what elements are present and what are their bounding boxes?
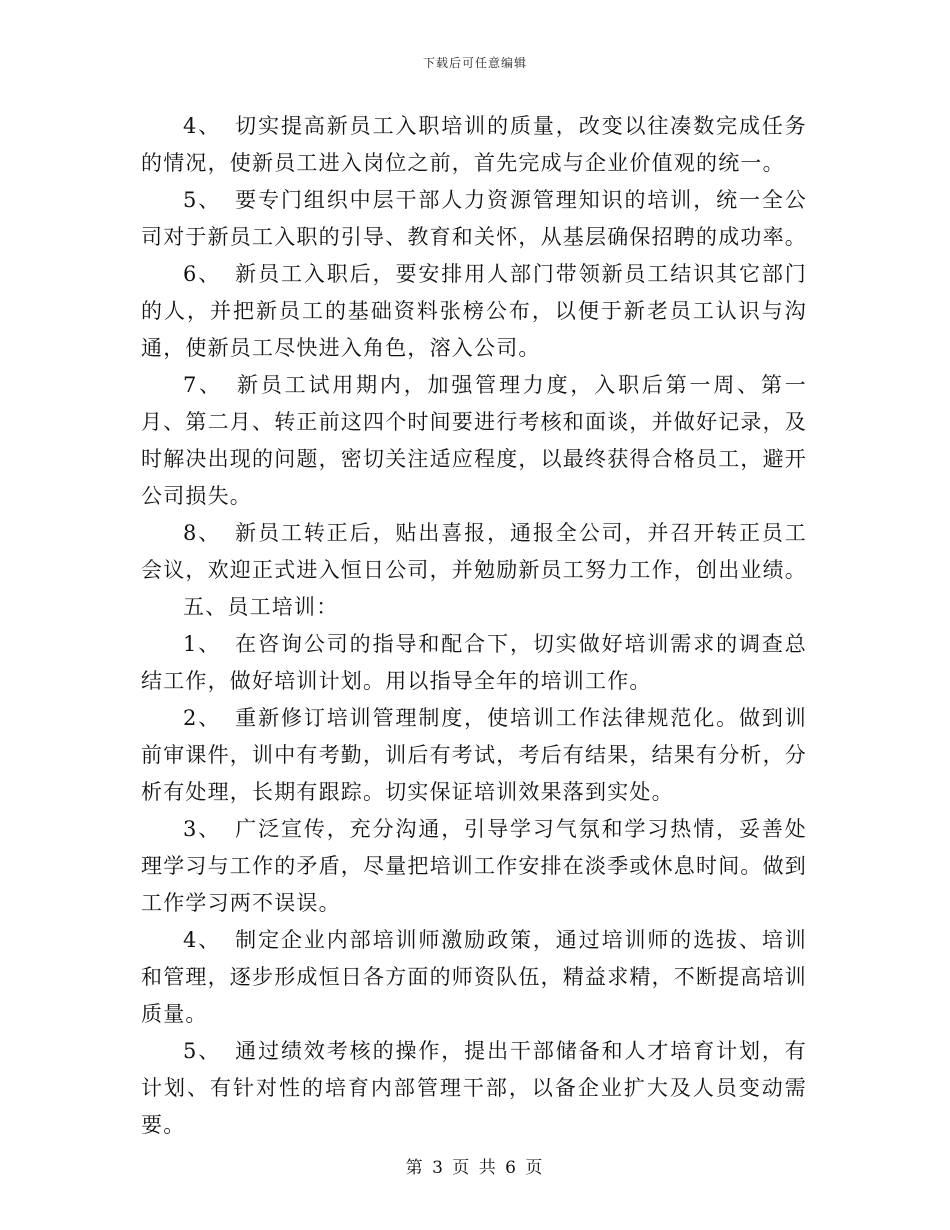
paragraph-text: 广泛宣传，充分沟通，引导学习气氛和学习热情，妥善处理学习与工作的矛盾，尽量把培训工作安排在淡季或休息时间。做到工作学习两不误误。 <box>141 817 808 915</box>
paragraph-text: 新员工试用期内，加强管理力度，入职后第一周、第一月、第二月、转正前这四个时间要进行考核和面谈，并做好记录，及时解决出现的问题，密切关注适应程度，以最终获得合格员工，避开公司损失。 <box>141 373 807 508</box>
paragraph-text: 切实提高新员工入职培训的质量，改变以往凑数完成任务的情况，使新员工进入岗位之前，首先完成与企业价值观的统一。 <box>141 114 808 175</box>
paragraph <box>141 367 807 515</box>
item-number: 7、 <box>183 373 223 397</box>
paragraph <box>141 256 807 367</box>
item-number: 2、 <box>183 706 222 730</box>
paragraph-text: 新员工转正后，贴出喜报，通报全公司，并召开转正员工会议，欢迎正式进入恒日公司，并勉励新员工努力工作，创出业绩。 <box>141 521 808 582</box>
paragraph <box>141 626 807 700</box>
page-number-footer: 第 3 页 共 6 页 <box>405 1158 545 1178</box>
paragraph-text: 要专门组织中层干部人力资源管理知识的培训，统一全公司对于新员工入职的引导、教育和关怀，从基层确保招聘的成功率。 <box>141 188 808 249</box>
paragraph <box>141 1033 807 1144</box>
item-number: 4、 <box>183 928 222 952</box>
item-number: 4、 <box>183 114 222 138</box>
paragraph-text: 新员工入职后，要安排用人部门带领新员工结识其它部门的人，并把新员工的基础资料张榜公布，以便于新老员工认识与沟通，使新员工尽快进入角色，溶入公司。 <box>141 262 808 360</box>
paragraph-text: 通过绩效考核的操作，提出干部储备和人才培育计划，有计划、有针对性的培育内部管理干部，以备企业扩大及人员变动需要。 <box>141 1039 808 1137</box>
page-header: 下载后可任意编辑 <box>422 56 527 70</box>
item-number: 8、 <box>183 521 222 545</box>
paragraph <box>141 182 807 256</box>
paragraph <box>141 811 807 922</box>
paragraph <box>141 515 807 589</box>
paragraph <box>141 922 807 1033</box>
item-number: 5、 <box>183 1039 222 1063</box>
item-number: 3、 <box>183 817 222 841</box>
paragraph-text: 在咨询公司的指导和配合下，切实做好培训需求的调查总结工作，做好培训计划。用以指导全年的培训工作。 <box>141 632 808 693</box>
section-heading-text: 五、员工培训： <box>183 595 339 619</box>
document-body <box>141 108 807 1144</box>
section-heading <box>141 589 807 626</box>
item-number: 5、 <box>183 188 222 212</box>
paragraph-text: 重新修订培训管理制度，使培训工作法律规范化。做到训前审课件，训中有考勤，训后有考试，考后有结果，结果有分析，分析有处理，长期有跟踪。切实保证培训效果落到实处。 <box>141 706 808 804</box>
item-number: 1、 <box>183 632 222 656</box>
paragraph <box>141 108 807 182</box>
paragraph <box>141 700 807 811</box>
item-number: 6、 <box>183 262 222 286</box>
paragraph-text: 制定企业内部培训师激励政策，通过培训师的选拔、培训和管理，逐步形成恒日各方面的师资队伍，精益求精，不断提高培训质量。 <box>141 928 808 1026</box>
